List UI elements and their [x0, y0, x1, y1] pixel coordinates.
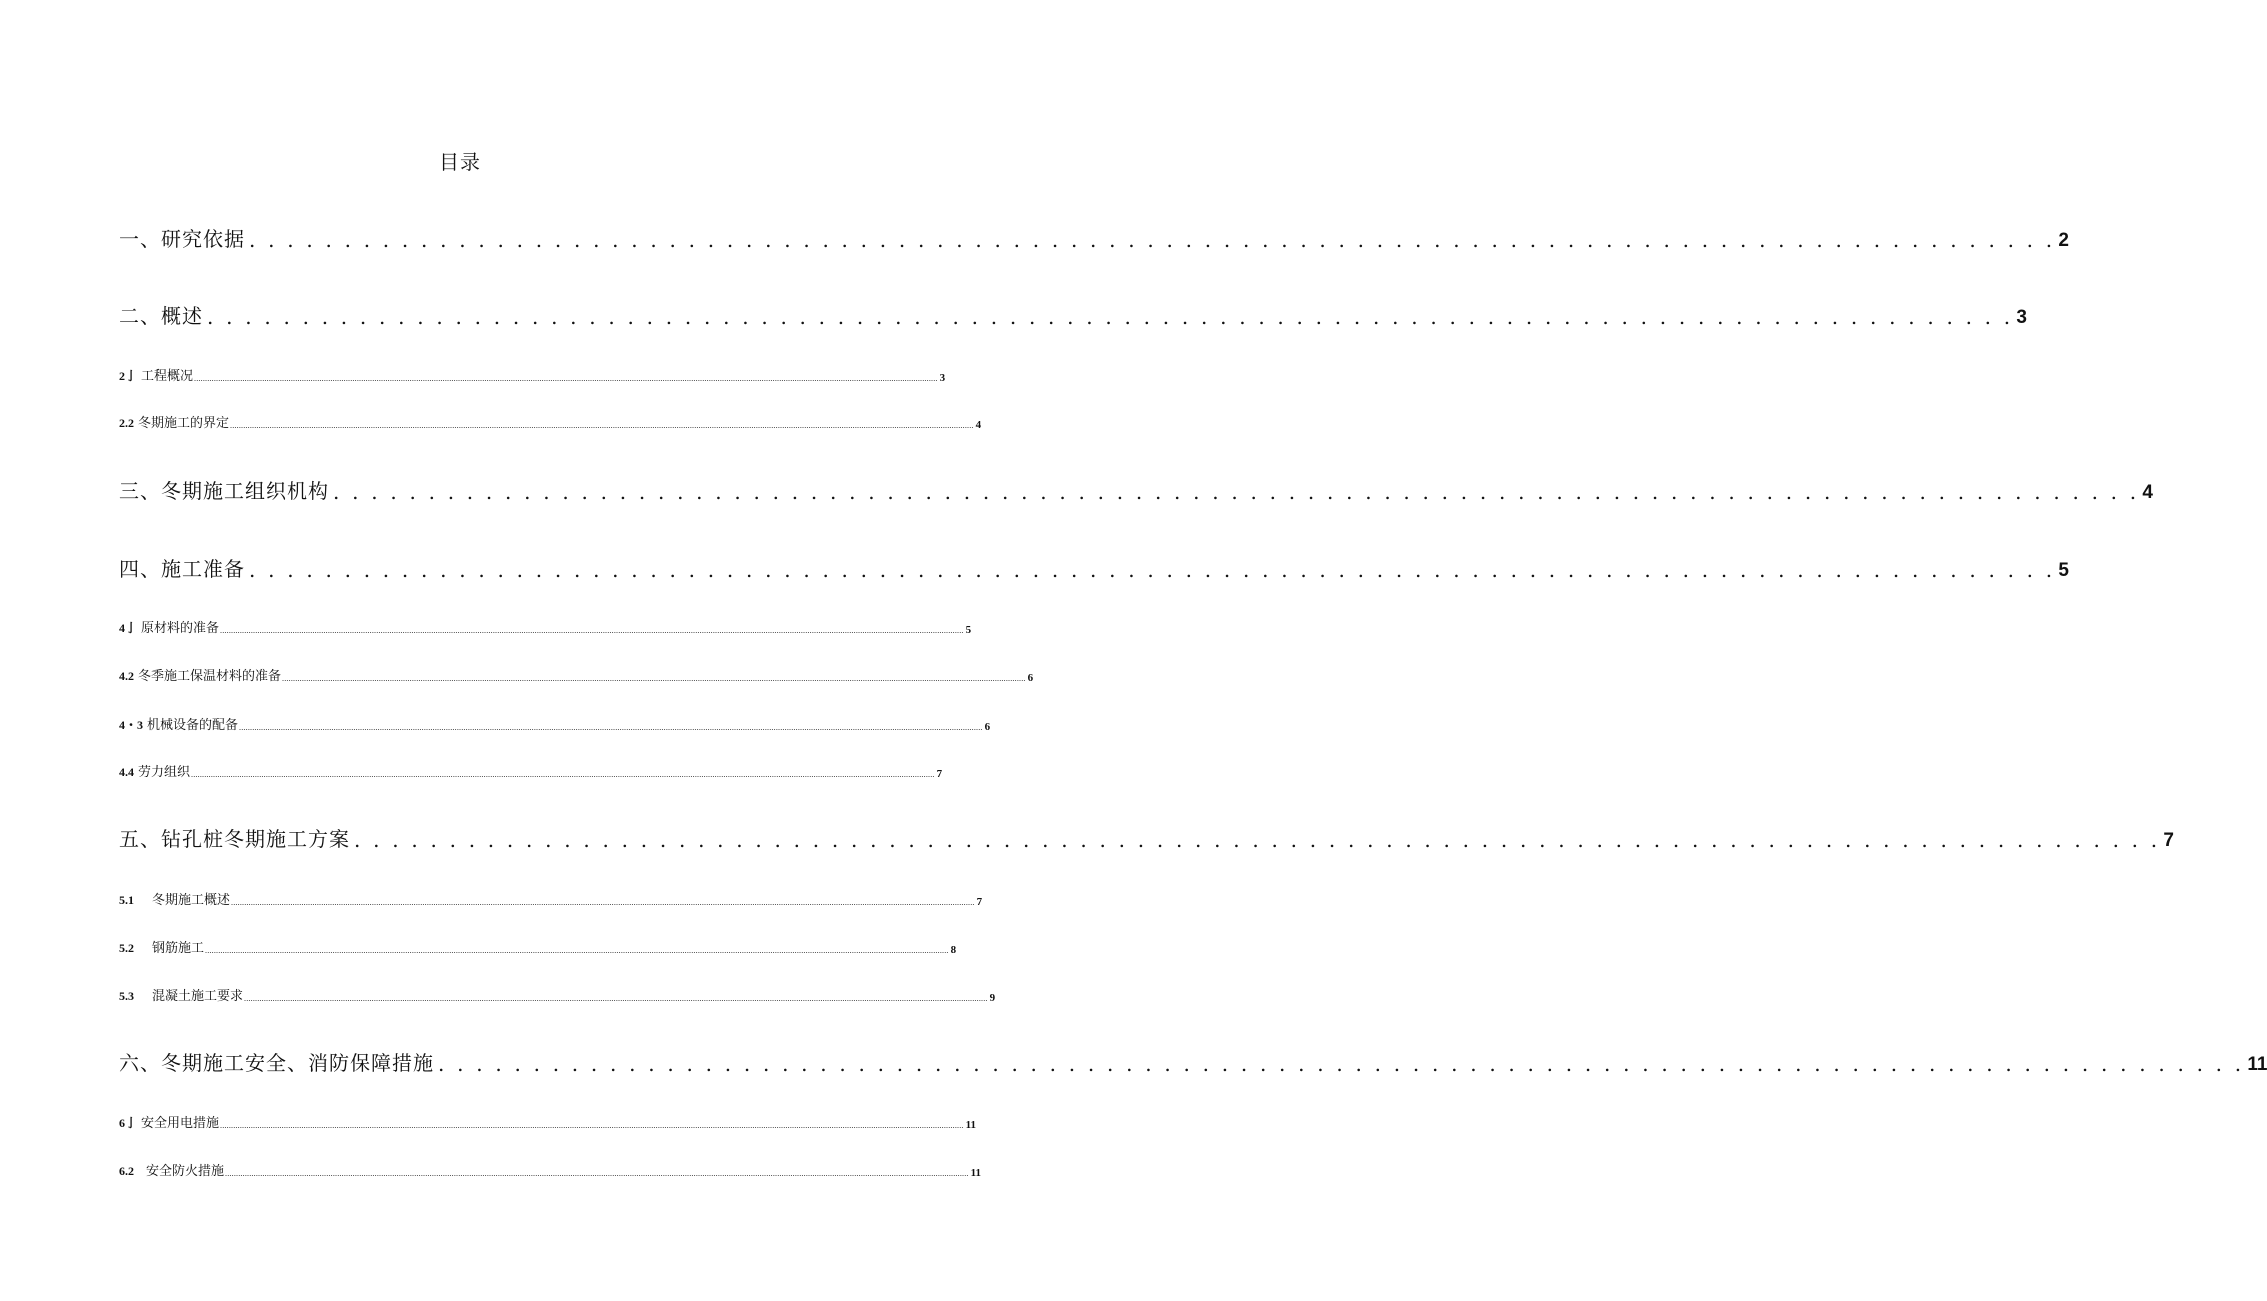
- toc-entry-title: 六、冬期施工安全、消防保障措施: [119, 1051, 434, 1075]
- toc-section-number: 5.2: [119, 941, 134, 955]
- toc-entry-chapter-1[interactable]: [119, 222, 2069, 252]
- toc-entry-section-5-2[interactable]: [119, 938, 957, 956]
- toc-entry-title: 冬期施工的界定: [138, 416, 230, 431]
- toc-entry-chapter-3[interactable]: [119, 474, 2153, 504]
- toc-dot-leader: ..................................................................................................................................................................................................................................................................................................................................................: [191, 770, 935, 779]
- toc-dot-leader: . . . . . . . . . . . . . . . . . . . . . . . . . . . . . . . . . . . . . . . . . . . . . . . . . . . . . . . . . . . . . . . . . . . . . . . . . . . . . . . . . . . . . . . . . . . . . . .: [249, 228, 2056, 252]
- toc-dot-leader: ..................................................................................................................................................................................................................................................................................................................................................: [282, 674, 1026, 683]
- toc-page-number: 5: [2058, 560, 2069, 581]
- toc-entry-chapter-6[interactable]: [119, 1046, 2267, 1076]
- toc-entry-title: 劳力组织: [138, 765, 191, 780]
- toc-entry-title: 冬期施工概述: [152, 893, 231, 908]
- toc-entry-title: 工程概况: [141, 369, 194, 384]
- toc-page-number: 9: [989, 992, 996, 1004]
- toc-dot-leader: ..................................................................................................................................................................................................................................................................................................................................................: [220, 1121, 964, 1130]
- toc-entry-section-6-2[interactable]: [119, 1161, 982, 1179]
- toc-page-number: 7: [976, 896, 983, 908]
- toc-dot-leader: ..................................................................................................................................................................................................................................................................................................................................................: [231, 898, 975, 907]
- toc-section-number: 2.2: [119, 416, 134, 430]
- toc-dot-leader: ..................................................................................................................................................................................................................................................................................................................................................: [244, 994, 988, 1003]
- toc-entry-title: 混凝土施工要求: [152, 989, 244, 1004]
- toc-page-number: 11: [970, 1167, 982, 1179]
- toc-section-number: 4・3: [119, 718, 144, 732]
- toc-entry-chapter-5[interactable]: [119, 822, 2174, 852]
- toc-entry-title: 安全用电措施: [141, 1116, 220, 1131]
- toc-section-number: 4.2: [119, 669, 134, 683]
- toc-entry-title: 一、研究依据: [119, 227, 245, 251]
- toc-entry-section-4-4[interactable]: [119, 762, 943, 780]
- toc-dot-leader: ..................................................................................................................................................................................................................................................................................................................................................: [239, 723, 983, 732]
- toc-page-number: 4: [975, 419, 982, 431]
- toc-page-number: 7: [2163, 830, 2174, 851]
- toc-page-number: 11: [965, 1119, 977, 1131]
- toc-page-number: 5: [965, 624, 972, 636]
- toc-entry-section-6-1[interactable]: [119, 1113, 977, 1131]
- toc-page-number: 3: [2016, 307, 2027, 328]
- toc-section-number: 4.4: [119, 765, 134, 779]
- toc-page-number: 11: [2247, 1054, 2267, 1075]
- toc-entry-title: 五、钻孔桩冬期施工方案: [119, 827, 350, 851]
- toc-entry-title: 钢筋施工: [152, 941, 205, 956]
- toc-page-number: 2: [2058, 230, 2069, 251]
- toc-page-number: 6: [1027, 672, 1034, 684]
- toc-dot-leader: . . . . . . . . . . . . . . . . . . . . . . . . . . . . . . . . . . . . . . . . . . . . . . . . . . . . . . . . . . . . . . . . . . . . . . . . . . . . . . . . . . . . . . . . . . . . . . .: [354, 828, 2161, 852]
- toc-entry-section-5-3[interactable]: [119, 986, 996, 1004]
- toc-entry-title: 机械设备的配备: [147, 718, 239, 733]
- toc-page-number: 8: [950, 944, 957, 956]
- toc-page-number: 4: [2142, 482, 2153, 503]
- toc-section-number: 2亅: [119, 369, 138, 383]
- toc-dot-leader: ..................................................................................................................................................................................................................................................................................................................................................: [230, 421, 974, 430]
- toc-dot-leader: ..................................................................................................................................................................................................................................................................................................................................................: [220, 626, 964, 635]
- toc-entry-section-5-1[interactable]: [119, 890, 983, 908]
- toc-dot-leader: ..................................................................................................................................................................................................................................................................................................................................................: [194, 374, 938, 383]
- toc-dot-leader: ..................................................................................................................................................................................................................................................................................................................................................: [225, 1169, 969, 1178]
- toc-section-number: 5.1: [119, 893, 134, 907]
- toc-page-number: 6: [984, 721, 991, 733]
- toc-page-number: 7: [936, 768, 943, 780]
- toc-entry-chapter-4[interactable]: [119, 552, 2069, 582]
- toc-entry-title: 二、概述: [119, 304, 203, 328]
- toc-entry-section-4-1[interactable]: [119, 618, 972, 636]
- toc-dot-leader: . . . . . . . . . . . . . . . . . . . . . . . . . . . . . . . . . . . . . . . . . . . . . . . . . . . . . . . . . . . . . . . . . . . . . . . . . . . . . . . . . . . . . . . . . . . . . . .: [438, 1052, 2245, 1076]
- toc-section-number: 4亅: [119, 621, 138, 635]
- toc-dot-leader: . . . . . . . . . . . . . . . . . . . . . . . . . . . . . . . . . . . . . . . . . . . . . . . . . . . . . . . . . . . . . . . . . . . . . . . . . . . . . . . . . . . . . . . . . . . . . . .: [333, 480, 2140, 504]
- toc-title: 目录: [439, 150, 481, 174]
- toc-entry-title: 原材料的准备: [141, 621, 220, 636]
- toc-dot-leader: ..................................................................................................................................................................................................................................................................................................................................................: [205, 946, 949, 955]
- toc-section-number: 6亅: [119, 1116, 138, 1130]
- toc-entry-chapter-2[interactable]: [119, 299, 2027, 329]
- toc-dot-leader: . . . . . . . . . . . . . . . . . . . . . . . . . . . . . . . . . . . . . . . . . . . . . . . . . . . . . . . . . . . . . . . . . . . . . . . . . . . . . . . . . . . . . . . . . . . . . . .: [249, 558, 2056, 582]
- toc-entry-title: 冬季施工保温材料的准备: [138, 669, 282, 684]
- toc-dot-leader: . . . . . . . . . . . . . . . . . . . . . . . . . . . . . . . . . . . . . . . . . . . . . . . . . . . . . . . . . . . . . . . . . . . . . . . . . . . . . . . . . . . . . . . . . . . . . . .: [207, 305, 2014, 329]
- toc-entry-title: 三、冬期施工组织机构: [119, 479, 329, 503]
- toc-section-number: 6.2: [119, 1164, 134, 1178]
- toc-entry-section-4-2[interactable]: [119, 666, 1034, 684]
- toc-entry-section-2-2[interactable]: [119, 413, 982, 431]
- toc-entry-section-4-3[interactable]: [119, 715, 991, 733]
- toc-entry-section-2-1[interactable]: [119, 366, 946, 384]
- toc-entry-title: 安全防火措施: [146, 1164, 225, 1179]
- toc-entry-title: 四、施工准备: [119, 557, 245, 581]
- toc-page-number: 3: [939, 372, 946, 384]
- toc-section-number: 5.3: [119, 989, 134, 1003]
